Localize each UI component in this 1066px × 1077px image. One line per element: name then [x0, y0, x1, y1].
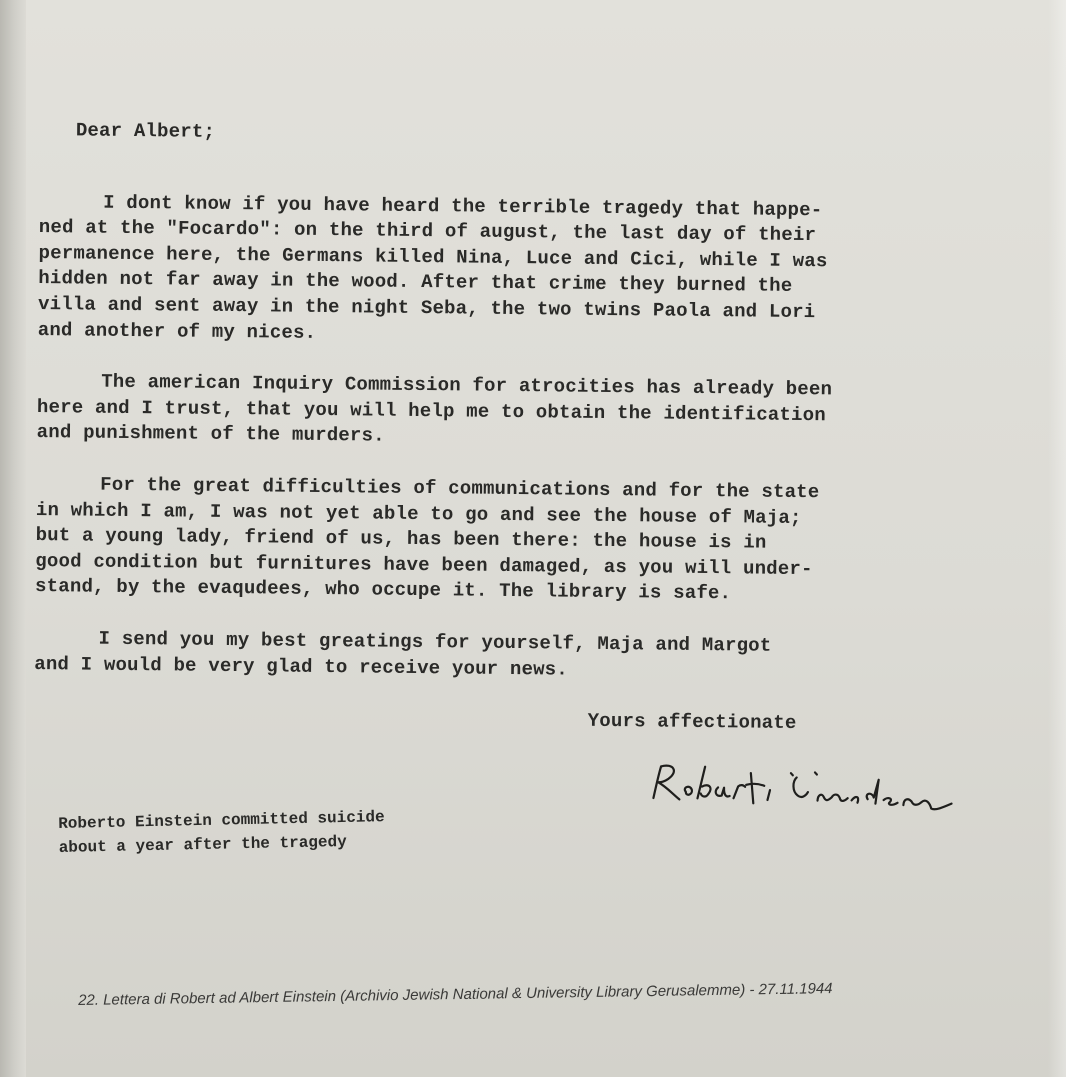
letter-line: ned at the "Focardo": on the third of august, the last day of their [38, 216, 817, 247]
letter-paragraph-1 [38, 190, 980, 353]
letter-line: The american Inquiry Commission for atrocities has already been [101, 370, 833, 401]
footnote-typed [58, 805, 385, 860]
letter-line: I dont know if you have heard the terrible tragedy that happe- [103, 191, 823, 221]
letter-line: and punishment of the murders. [36, 421, 385, 447]
footnote-line: about a year after the tragedy [58, 832, 347, 857]
letter-line: permanence here, the Germans killed Nina, Luce and Cici, while I was [38, 241, 828, 273]
handwritten-signature [645, 758, 967, 825]
figure-caption: 22. Lettera di Robert ad Albert Einstein (Archivio Jewish National & University Library Gerusalemme) - 27.11.1944 [78, 980, 833, 1009]
letter-line: villa and sent away in the night Seba, the two twins Paola and Lori [37, 292, 816, 324]
letter-line: but a young lady, friend of us, has been there: the house is in [35, 524, 767, 554]
page-binding-shadow [0, 0, 26, 1077]
letter-line: stand, by the evaqudees, who occupe it. The library is safe. [34, 575, 732, 605]
letter-line: in which I am, I was not yet able to go and see the house of Maja; [35, 498, 802, 529]
letter-paragraph-4 [34, 626, 974, 687]
letter-paragraph-3 [35, 472, 976, 610]
letter-line: here and I trust, that you will help me to obtain the identification [36, 395, 826, 426]
letter-line: I send you my best greatings for yourself, Maja and Margot [98, 627, 772, 657]
letter-line: For the great difficulties of communications and for the state [100, 473, 820, 504]
letter-line: hidden not far away in the wood. After that crime they burned the [38, 267, 793, 298]
letter-closing: Yours affectionate [587, 709, 797, 735]
letter-line: and I would be very glad to receive your news. [34, 652, 569, 681]
footnote-line: Roberto Einstein committed suicide [58, 808, 385, 833]
typed-letter [34, 118, 980, 738]
letter-paragraph-2 [37, 369, 978, 456]
page-edge [1048, 0, 1066, 1077]
letter-line: good condition but furnitures have been damaged, as you will under- [35, 549, 813, 580]
letter-line: and another of my nices. [37, 318, 317, 344]
letter-salutation: Dear Albert; [75, 119, 216, 143]
